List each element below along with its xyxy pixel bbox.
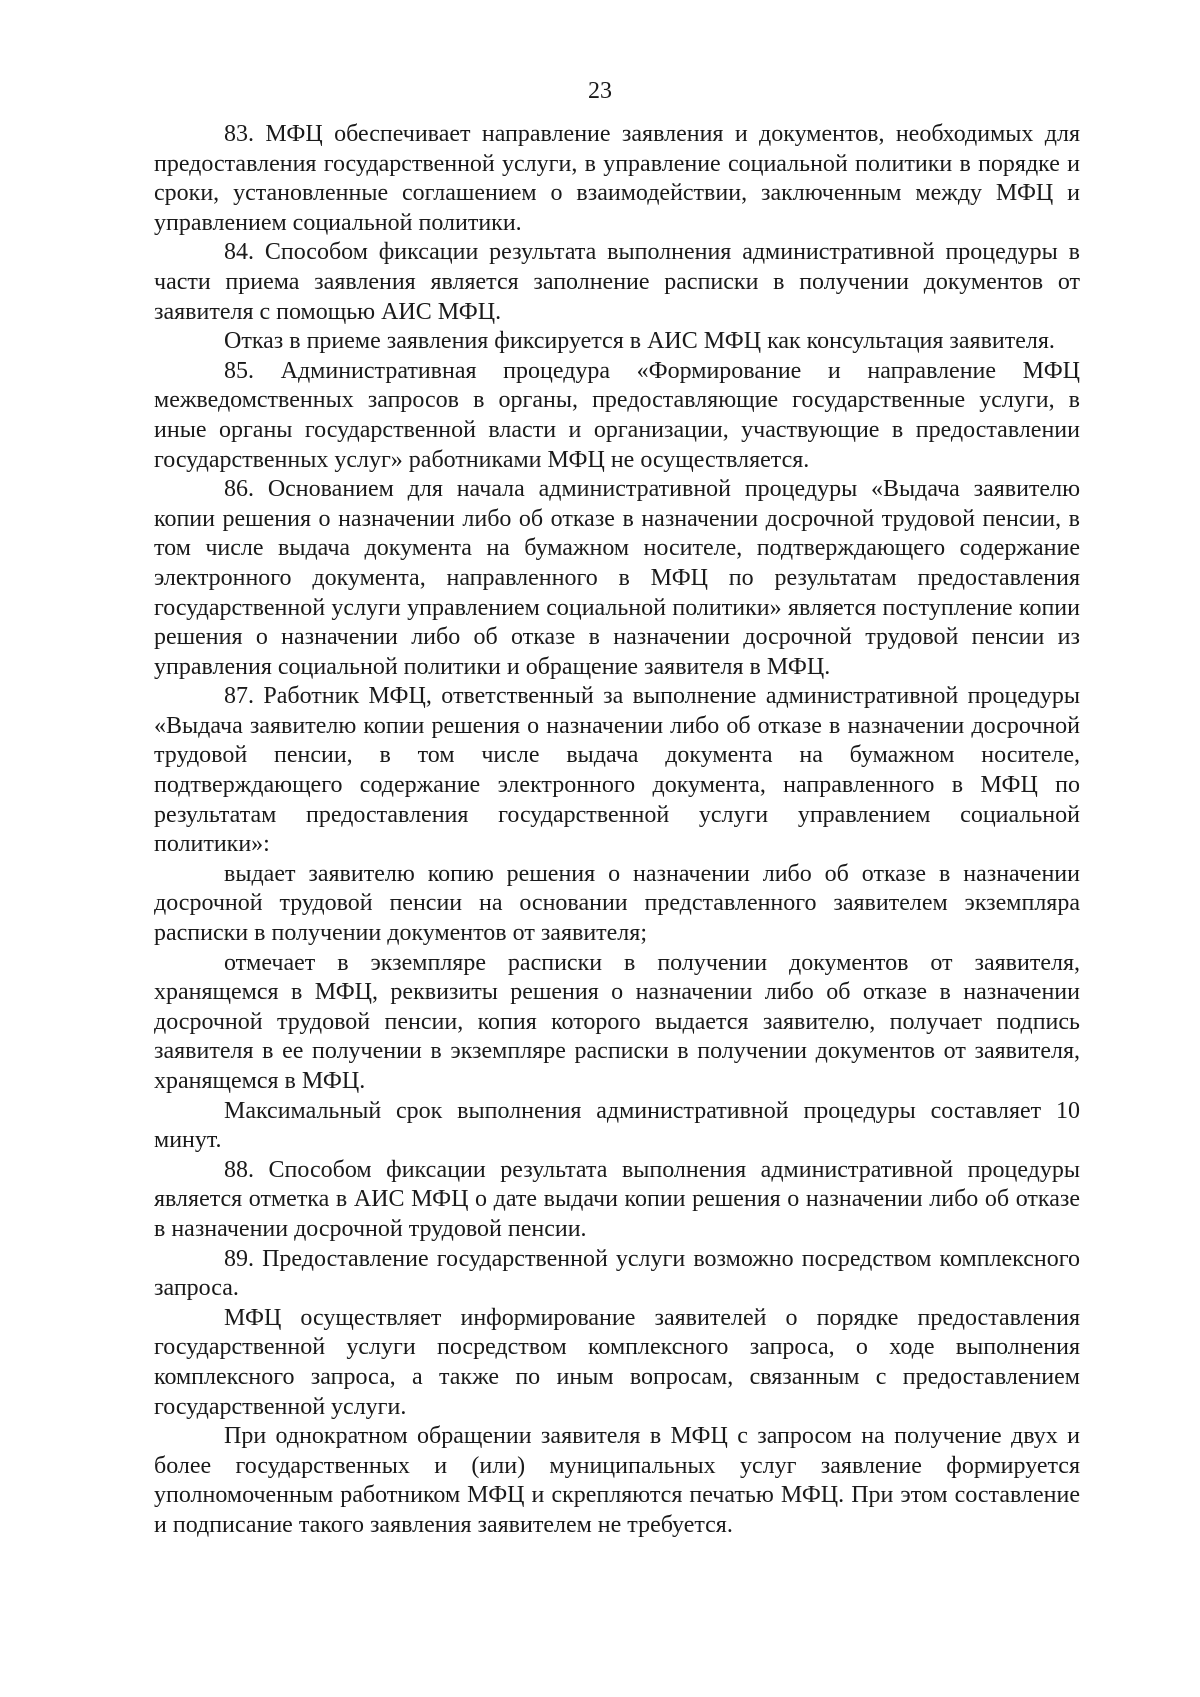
paragraph-87-issue-copy: выдает заявителю копию решения о назначении либо об отказе в назначении досрочной трудовой пенсии на основании представленного заявителем экземпляра расписки в получении документов от заявителя;: [154, 860, 1080, 947]
paragraph-89-informing: МФЦ осуществляет информирование заявителей о порядке предоставления государственной услуги посредством комплексного запроса, о ходе выполнения комплексного запроса, а также по иным вопросам, связанным с предоставлением государственной услуги.: [154, 1304, 1080, 1420]
page-number: 23: [588, 78, 612, 104]
document-body: [154, 120, 1080, 1541]
paragraph-87-max-time: Максимальный срок выполнения административной процедуры составляет 10 минут.: [154, 1097, 1080, 1154]
paragraph-84-refusal: Отказ в приеме заявления фиксируется в АИС МФЦ как консультация заявителя.: [224, 328, 1055, 355]
paragraph-84: 84. Способом фиксации результата выполнения административной процедуры в части приема заявления является заполнение расписки в получении документов от заявителя с помощью АИС МФЦ.: [154, 239, 1080, 325]
paragraph-89-single-request: При однократном обращении заявителя в МФЦ с запросом на получение двух и более государственных и (или) муниципальных услуг заявление формируется уполномоченным работником МФЦ и скрепляются печатью МФЦ. При этом составление и подписание такого заявления заявителем не требуется.: [154, 1423, 1080, 1538]
paragraph-87-mark-receipt: отмечает в экземпляре расписки в получении документов от заявителя, хранящемся в МФЦ, реквизиты решения о назначении либо об отказе в назначении досрочной трудовой пенсии, копия которого выдается заявителю, получает подпись заявителя в ее получении в экземпляре расписки в получении документов от заявителя, хранящемся в МФЦ.: [154, 949, 1080, 1094]
paragraph-88: 88. Способом фиксации результата выполнения административной процедуры является отметка в АИС МФЦ о дате выдачи копии решения о назначении либо об отказе в назначении досрочной трудовой пенсии.: [154, 1156, 1080, 1242]
paragraph-86: 86. Основанием для начала административной процедуры «Выдача заявителю копии решения о назначении либо об отказе в назначении досрочной трудовой пенсии, в том числе выдача документа на бумажном носителе, подтверждающего содержание электронного документа, направленного в МФЦ по результатам предоставления государственной услуги управлением социальной политики» является поступление копии решения о назначении либо об отказе в назначении досрочной трудовой пенсии из управления социальной политики и обращение заявителя в МФЦ.: [154, 476, 1080, 680]
paragraph-83: 83. МФЦ обеспечивает направление заявления и документов, необходимых для предоставления государственной услуги, в управление социальной политики в порядке и сроки, установленные соглашением о взаимодействии, заключенным между МФЦ и управлением социальной политики.: [154, 121, 1080, 236]
paragraph-89: 89. Предоставление государственной услуги возможно посредством комплексного запроса.: [154, 1245, 1080, 1302]
paragraph-85: 85. Административная процедура «Формирование и направление МФЦ межведомственных запросов в органы, предоставляющие государственные услуги, в иные органы государственной власти и организации, участвующие в предоставлении государственных услуг» работниками МФЦ не осуществляется.: [154, 357, 1080, 473]
paragraph-87: 87. Работник МФЦ, ответственный за выполнение административной процедуры «Выдача заявителю копии решения о назначении либо об отказе в назначении досрочной трудовой пенсии, в том числе выдача документа на бумажном носителе, подтверждающего содержание электронного документа, направленного в МФЦ по результатам предоставления государственной услуги управлением социальной политики»:: [154, 683, 1080, 858]
